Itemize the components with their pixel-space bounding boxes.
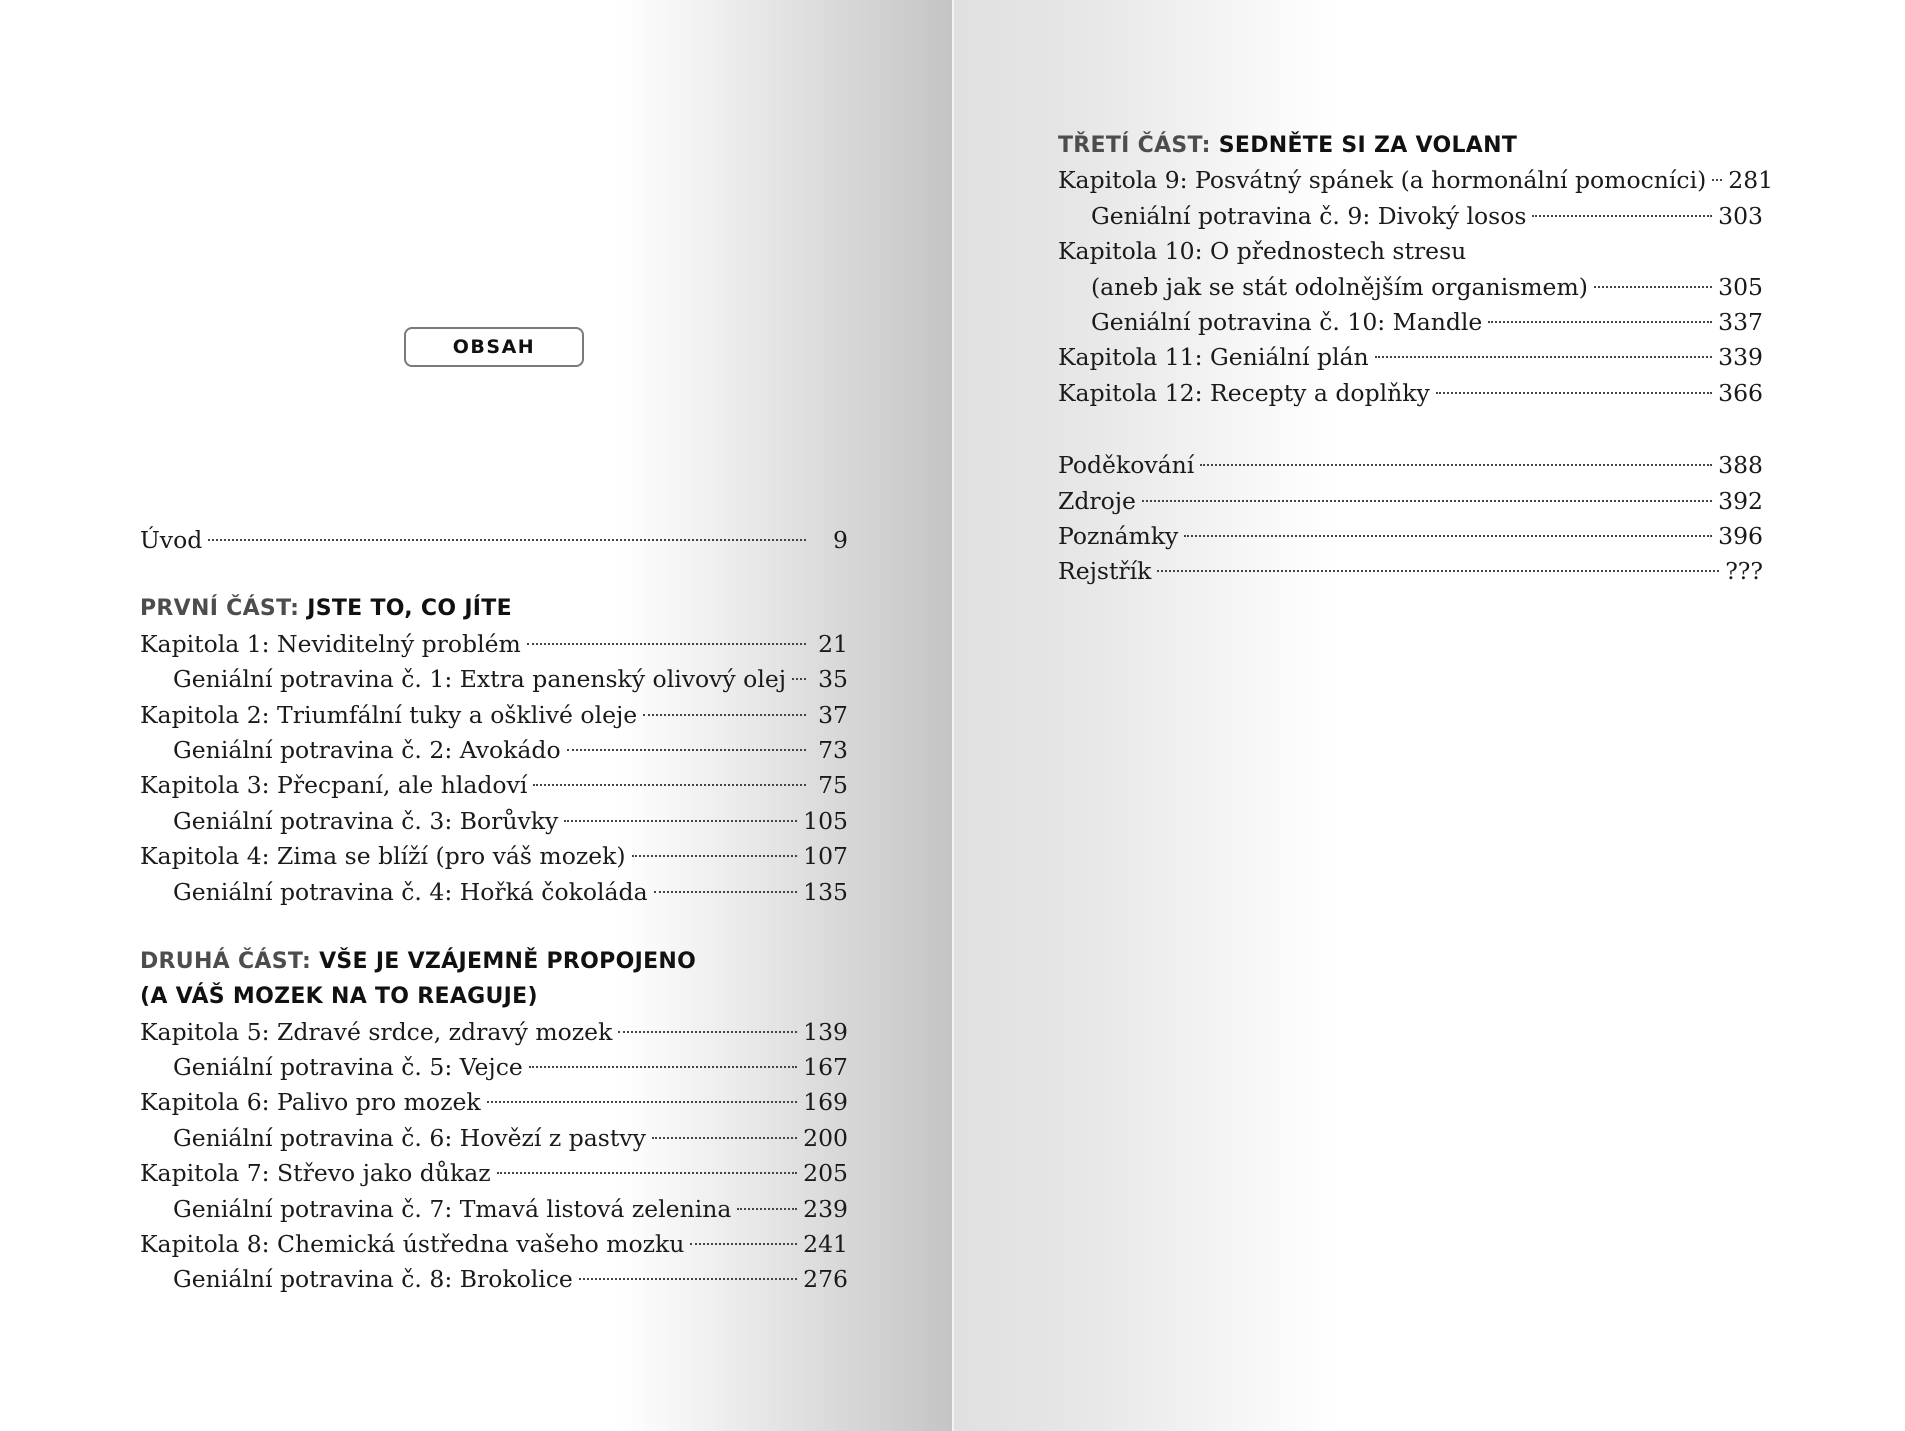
part-title: VŠE JE VZÁJEMNĚ PROPOJENO	[319, 948, 697, 974]
entry-title: Geniální potravina č. 4: Hořká čokoláda	[173, 877, 648, 906]
entry-page: 73	[818, 735, 848, 764]
entry-page: 21	[818, 629, 848, 658]
dot-leader	[1184, 535, 1712, 537]
dot-leader	[690, 1243, 797, 1245]
entry-title: Kapitola 1: Neviditelný problém	[140, 629, 521, 658]
entry-title: Kapitola 10: O přednostech stresu	[1058, 237, 1467, 266]
entry-page: 396	[1718, 521, 1763, 550]
toc-entry[interactable]	[140, 804, 848, 839]
entry-title: Poznámky	[1058, 521, 1179, 550]
toc-entry-intro[interactable]	[140, 523, 848, 558]
entry-page: 339	[1718, 343, 1763, 372]
dot-leader	[487, 1101, 798, 1103]
entry-title: Kapitola 9: Posvátný spánek (a hormonální pomocníci)	[1058, 166, 1707, 195]
part-heading-1	[140, 591, 848, 626]
part-title: SEDNĚTE SI ZA VOLANT	[1218, 133, 1518, 158]
toc-entry[interactable]	[140, 1227, 848, 1262]
dot-leader	[529, 1066, 797, 1068]
toc-entry[interactable]	[140, 839, 848, 874]
toc-entry[interactable]	[140, 1192, 848, 1227]
entry-page: 392	[1718, 486, 1763, 515]
entry-page: 366	[1718, 378, 1763, 407]
dot-leader	[567, 749, 806, 751]
toc-entry[interactable]	[140, 733, 848, 768]
entry-page: ???	[1725, 557, 1763, 586]
toc-entry[interactable]	[140, 662, 848, 697]
dot-leader	[1594, 286, 1712, 288]
toc-entry[interactable]	[1058, 340, 1763, 375]
toc-entry[interactable]	[140, 1050, 848, 1085]
entry-page: 205	[803, 1159, 848, 1188]
entry-title: Rejstřík	[1058, 557, 1152, 586]
dot-leader	[1436, 392, 1712, 394]
toc-entry[interactable]	[140, 698, 848, 733]
entry-page: 167	[803, 1053, 848, 1082]
entry-page: 305	[1718, 272, 1763, 301]
entry-title: Kapitola 5: Zdravé srdce, zdravý mozek	[140, 1017, 613, 1046]
dot-leader	[208, 539, 806, 541]
entry-page: 303	[1718, 201, 1763, 230]
dot-leader	[643, 714, 806, 716]
toc-entry[interactable]	[140, 875, 848, 910]
dot-leader	[533, 784, 806, 786]
entry-title: Geniální potravina č. 8: Brokolice	[173, 1265, 573, 1294]
toc-entry[interactable]	[140, 1156, 848, 1191]
toc-entry[interactable]	[1058, 376, 1763, 411]
entry-page: 135	[803, 877, 848, 906]
part-label: TŘETÍ ČÁST:	[1058, 133, 1211, 158]
left-page	[0, 0, 952, 1431]
part-label: DRUHÁ ČÁST:	[140, 948, 312, 974]
dot-leader	[527, 643, 806, 645]
dot-leader	[579, 1278, 797, 1280]
entry-title: Kapitola 4: Zima se blíží (pro váš mozek)	[140, 842, 626, 871]
toc-entry[interactable]	[1058, 163, 1774, 198]
toc-entry[interactable]	[1058, 554, 1763, 589]
dot-leader	[737, 1208, 797, 1210]
entry-title: Kapitola 6: Palivo pro mozek	[140, 1088, 481, 1117]
dot-leader	[618, 1031, 797, 1033]
toc-entry[interactable]	[140, 1121, 848, 1156]
entry-title: Kapitola 2: Triumfální tuky a ošklivé oleje	[140, 700, 638, 729]
entry-page: 139	[803, 1017, 848, 1046]
entry-title: Zdroje	[1058, 486, 1136, 515]
dot-leader	[652, 1137, 797, 1139]
entry-title: Geniální potravina č. 2: Avokádo	[173, 735, 561, 764]
dot-leader	[1375, 356, 1712, 358]
entry-page: 388	[1718, 451, 1763, 480]
dot-leader	[1142, 500, 1712, 502]
part-title: JSTE TO, CO JÍTE	[307, 596, 512, 622]
part-title-continued: (A VÁŠ MOZEK NA TO REAGUJE)	[140, 984, 538, 1010]
entry-title: Kapitola 11: Geniální plán	[1058, 343, 1369, 372]
dot-leader	[1712, 179, 1722, 181]
toc-entry[interactable]	[1058, 484, 1763, 519]
dot-leader	[1157, 570, 1719, 572]
entry-page: 37	[818, 700, 848, 729]
dot-leader	[632, 855, 798, 857]
toc-entry[interactable]	[140, 768, 848, 803]
entry-page: 75	[818, 771, 848, 800]
entry-page: 281	[1728, 166, 1774, 195]
dot-leader	[497, 1172, 798, 1174]
part-label: PRVNÍ ČÁST:	[140, 596, 300, 622]
entry-title: Poděkování	[1058, 451, 1195, 480]
toc-entry[interactable]	[140, 1262, 848, 1297]
dot-leader	[1488, 321, 1712, 323]
entry-page: 9	[833, 526, 848, 554]
entry-title: Kapitola 12: Recepty a doplňky	[1058, 378, 1430, 407]
entry-page: 200	[803, 1123, 848, 1152]
entry-page: 276	[803, 1265, 848, 1294]
entry-title: Geniální potravina č. 3: Borůvky	[173, 806, 559, 835]
toc-entry[interactable]	[140, 1015, 848, 1050]
entry-title: Geniální potravina č. 1: Extra panenský olivový olej	[173, 665, 787, 694]
dot-leader	[654, 891, 798, 893]
entry-title: Geniální potravina č. 5: Vejce	[173, 1053, 523, 1082]
dot-leader	[564, 820, 797, 822]
toc-entry[interactable]	[140, 627, 848, 662]
entry-title: Úvod	[140, 526, 203, 554]
toc-entry[interactable]	[1058, 519, 1763, 554]
contents-heading-box	[404, 327, 584, 367]
entry-page: 241	[803, 1230, 848, 1259]
entry-title: (aneb jak se stát odolnějším organismem)	[1091, 272, 1588, 301]
entry-page: 239	[803, 1194, 848, 1223]
entry-title: Kapitola 7: Střevo jako důkaz	[140, 1159, 491, 1188]
entry-page: 169	[803, 1088, 848, 1117]
toc-entry[interactable]	[1058, 270, 1763, 305]
entry-title: Kapitola 8: Chemická ústředna vašeho mozku	[140, 1230, 685, 1259]
toc-entry[interactable]	[1058, 199, 1763, 234]
toc-entry[interactable]	[1058, 234, 1763, 269]
dot-leader	[1200, 464, 1712, 466]
entry-title: Kapitola 3: Přecpaní, ale hladoví	[140, 771, 528, 800]
entry-title: Geniální potravina č. 7: Tmavá listová zelenina	[173, 1194, 732, 1223]
entry-title: Geniální potravina č. 9: Divoký losos	[1091, 201, 1527, 230]
toc-right	[1058, 128, 1774, 590]
dot-leader	[792, 678, 806, 680]
toc-entry[interactable]	[1058, 448, 1763, 483]
entry-title: Geniální potravina č. 10: Mandle	[1091, 307, 1483, 336]
toc-entry[interactable]	[1058, 305, 1763, 340]
entry-page: 35	[818, 665, 848, 694]
toc-left	[140, 523, 848, 1298]
contents-heading: OBSAH	[452, 336, 536, 358]
dot-leader	[1532, 215, 1712, 217]
entry-title: Geniální potravina č. 6: Hovězí z pastvy	[173, 1123, 646, 1152]
toc-entry[interactable]	[140, 1085, 848, 1120]
entry-page: 107	[803, 842, 848, 871]
part-heading-2	[140, 944, 848, 979]
part-heading-3	[1058, 128, 1763, 163]
part-heading-2-line-2	[140, 979, 848, 1014]
entry-page: 337	[1718, 307, 1763, 336]
entry-page: 105	[803, 806, 848, 835]
